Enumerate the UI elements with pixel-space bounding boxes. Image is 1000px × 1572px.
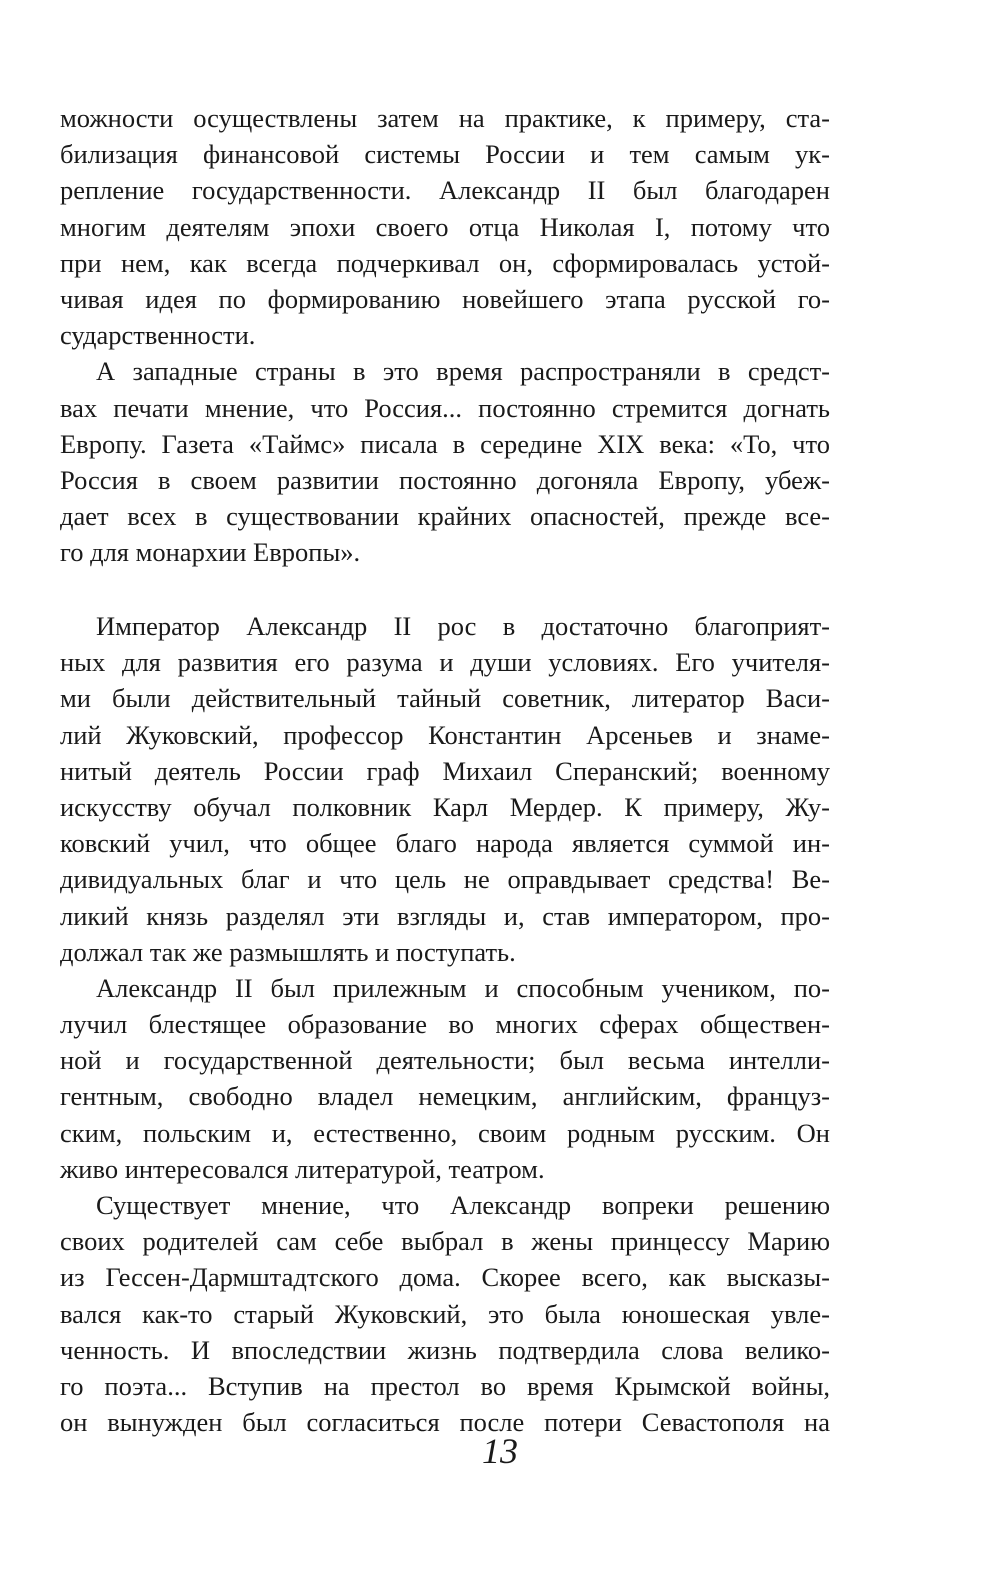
- text-line: можности осуществлены затем на практике, к примеру, ста-: [60, 103, 830, 133]
- text-line: искусству обучал полковник Карл Мердер. К примеру, Жу-: [60, 791, 830, 822]
- text-line: дает всех в существовании крайних опасностей, прежде все-: [60, 501, 830, 532]
- text-line: репление государственности. Александр II был благодарен: [60, 175, 830, 206]
- text-line: своих родителей сам себе выбрал в жены принцессу Марию: [60, 1226, 830, 1257]
- text-line: билизация финансовой системы России и тем самым ук-: [60, 139, 830, 170]
- paragraph-first-line: Александр II был прилежным и способным учеником, по-: [96, 972, 830, 1003]
- text-line: го для монархии Европы».: [60, 537, 361, 568]
- text-line: дивидуальных благ и что цель не оправдывает средства! Ве-: [60, 864, 830, 895]
- text-line: ченность. И впоследствии жизнь подтвердила слова велико-: [60, 1334, 830, 1365]
- page-number: 13: [482, 1431, 518, 1471]
- text-line: живо интересовался литературой, театром.: [60, 1153, 545, 1184]
- text-line: Европу. Газета «Таймс» писала в середине XIX века: «То, что: [60, 428, 830, 459]
- text-line: го поэта... Вступив на престол во время Крымской войны,: [60, 1370, 830, 1401]
- text-line: ковский учил, что общее благо народа является суммой ин-: [60, 828, 830, 859]
- text-line: ликий князь разделял эти взгляды и, став императором, про-: [60, 900, 830, 931]
- text-section-1: [60, 100, 830, 570]
- text-line: ским, польским и, естественно, своим родным русским. Он: [60, 1117, 830, 1148]
- paragraph-first-line: Император Александр II рос в достаточно благоприят-: [96, 611, 830, 641]
- text-line: он вынужден был согласиться после потери Севастополя на: [60, 1407, 830, 1438]
- text-line: вался как-то старый Жуковский, это была юношеская увле-: [60, 1298, 830, 1329]
- text-line: должал так же размышлять и поступать.: [60, 936, 516, 967]
- text-line: сударственности.: [60, 320, 256, 351]
- text-line: ной и государственной деятельности; был весьма интелли-: [60, 1045, 830, 1076]
- paragraph-first-line: А западные страны в это время распространяли в средст-: [96, 356, 830, 387]
- text-line: ных для развития его разума и души условиях. Его учителя-: [60, 647, 830, 678]
- paragraph-first-line: Существует мнение, что Александр вопреки решению: [96, 1190, 830, 1220]
- text-line: при нем, как всегда подчеркивал он, сформировалась устой-: [60, 247, 830, 278]
- text-section-2: [60, 608, 830, 1440]
- text-line: вах печати мнение, что Россия... постоянно стремится догнать: [60, 392, 830, 423]
- text-line: из Гессен-Дармштадтского дома. Скорее всего, как высказы-: [60, 1262, 830, 1293]
- text-line: ми были действительный тайный советник, литератор Васи-: [60, 683, 830, 714]
- text-line: нитый деятель России граф Михаил Сперанский; военному: [60, 755, 830, 786]
- text-line: Россия в своем развитии постоянно догоняла Европу, убеж-: [60, 464, 830, 495]
- text-line: лучил блестящее образование во многих сферах обществен-: [60, 1009, 830, 1040]
- text-line: чивая идея по формированию новейшего этапа русской го-: [60, 283, 830, 314]
- text-line: гентным, свободно владел немецким, английским, француз-: [60, 1081, 830, 1112]
- text-line: многим деятелям эпохи своего отца Николая I, потому что: [60, 211, 830, 242]
- text-line: лий Жуковский, профессор Константин Арсеньев и знаме-: [60, 719, 830, 750]
